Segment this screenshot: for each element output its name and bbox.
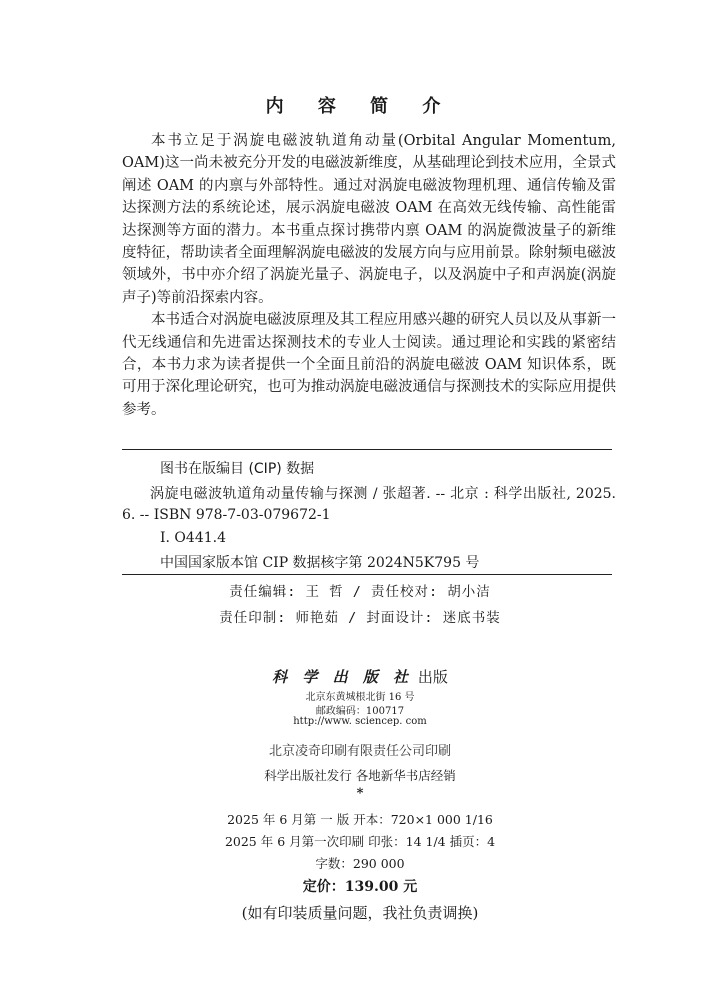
publisher-line	[0, 666, 720, 687]
publisher-address: 北京东黄城根北街 16 号	[305, 692, 415, 703]
price: 定价：139.00 元	[302, 879, 418, 895]
publisher-suffix: 出版	[417, 668, 448, 686]
editor-credits: 责任编辑: 王 哲 / 责任校对: 胡小洁	[229, 584, 491, 600]
edition-line-2: 2025 年 6 月第一次印刷 印张：14 1/4 插页：4	[224, 834, 496, 849]
word-count: 字数：290 000	[315, 856, 405, 871]
publisher-postcode: 邮政编码：100717	[315, 706, 405, 717]
cip-bottom-rule	[122, 574, 612, 575]
publisher-website: http://www. sciencep. com	[293, 716, 427, 727]
cip-classification: Ⅰ. O441.4	[160, 530, 226, 546]
publisher-name: 科 学 出 版 社	[272, 668, 414, 686]
cip-entry	[122, 484, 616, 526]
quality-note: (如有印装质量问题，我社负责调换)	[241, 904, 479, 922]
page-title: 内 容 简 介	[265, 96, 455, 117]
cip-title: 图书在版编目 (CIP) 数据	[160, 461, 315, 477]
summary-paragraph-1: 本书立足于涡旋电磁波轨道角动量(Orbital Angular Momentum, OAM)这一尚未被充分开发的电磁波新维度，从基础理论到技术应用，全景式阐述 OAM 的内禀与外部特性。通过对涡旋电磁波物理机理、通信传输及雷达探测方法的系统论述，展示涡旋电磁波 OAM 在高效无线传输、高性能雷达探测等方面的潜力。本书重点探讨携带内禀 OAM 的涡旋微波量子的新维度特征，帮助读者全面理解涡旋电磁波的发展方向与应用前景。除射频电磁波领域外，书中亦介绍了涡旋光量子、涡旋电子，以及涡旋中子和声涡旋(涡旋声子)等前沿探索内容。	[122, 133, 616, 306]
summary-paragraph-2: 本书适合对涡旋电磁波原理及其工程应用感兴趣的研究人员以及从事新一代无线通信和先进雷达探测技术的专业人士阅读。通过理论和实践的紧密结合，本书力求为读者提供一个全面且前沿的涡旋电磁波 OAM 知识体系，既可用于深化理论研究，也可为推动涡旋电磁波通信与探测技术的实际应用提供参考。	[122, 312, 616, 418]
cip-verification: 中国国家版本馆 CIP 数据核字第 2024N5K795 号	[160, 555, 480, 571]
cip-entry-text: 涡旋电磁波轨道角动量传输与探测 / 张超著. -- 北京 : 科学出版社, 2025. 6. -- ISBN 978-7-03-079672-1	[122, 486, 616, 523]
distribution-line: 科学出版社发行 各地新华书店经销	[264, 768, 456, 783]
separator-star: *	[356, 786, 364, 801]
printer-name: 北京凌奇印刷有限责任公司印刷	[268, 744, 451, 759]
cip-top-rule	[122, 449, 612, 450]
edition-line-1: 2025 年 6 月第 一 版 开本：720×1 000 1/16	[227, 812, 493, 827]
content-summary	[122, 130, 616, 421]
production-credits: 责任印制: 师艳茹 / 封面设计: 迷底书装	[219, 610, 501, 626]
